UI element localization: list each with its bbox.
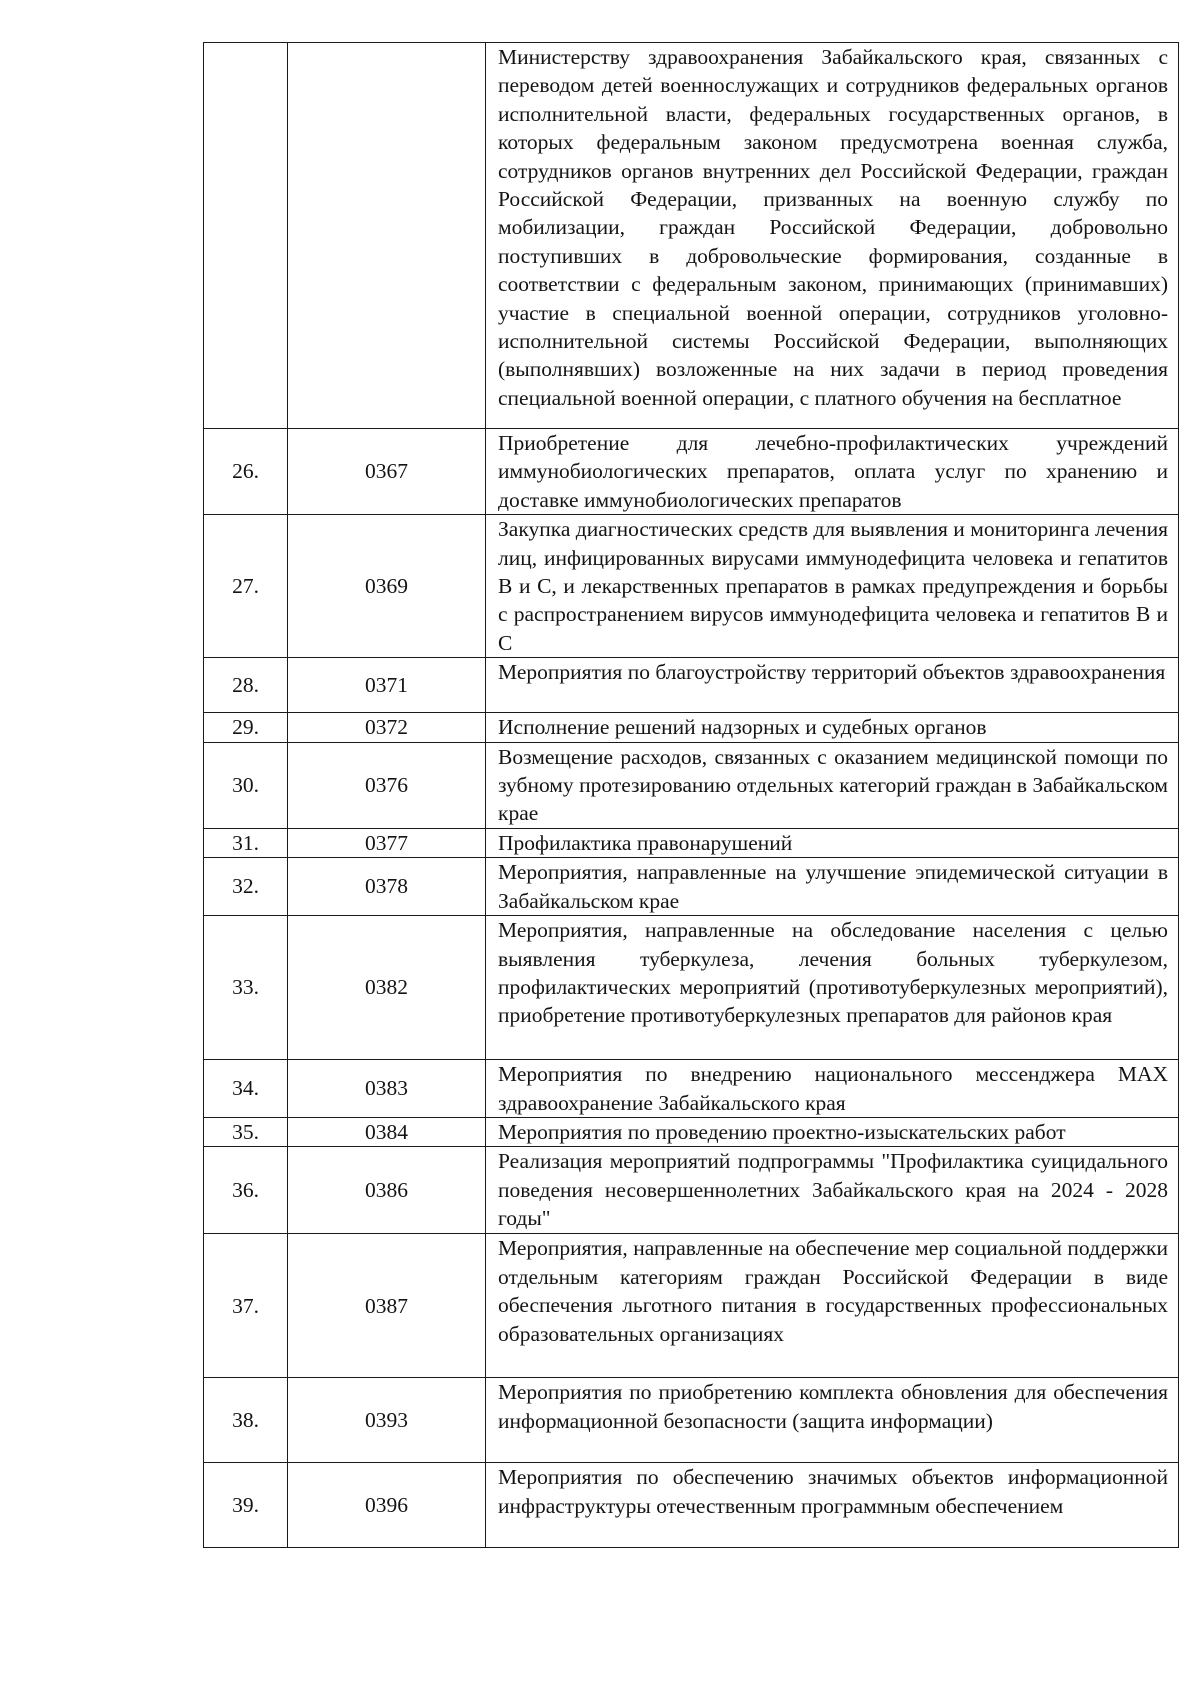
row-code: 0376 xyxy=(288,742,486,828)
table-row xyxy=(204,742,1179,828)
row-number: 27. xyxy=(204,515,288,658)
row-description xyxy=(486,658,1179,713)
row-description-text: Реализация мероприятий подпрограммы "Профилактика суицидального поведения несовершеннолетних Забайкальского края на 2024 - 2028 годы" xyxy=(498,1149,1168,1231)
table-row xyxy=(204,515,1179,658)
row-description xyxy=(486,1234,1179,1378)
table-row xyxy=(204,1117,1179,1146)
row-description xyxy=(486,858,1179,916)
row-number: 35. xyxy=(204,1117,288,1146)
row-description xyxy=(486,828,1179,857)
row-description xyxy=(486,1060,1179,1118)
row-description-text: Приобретение для лечебно-профилактических учреждений иммунобиологических препаратов, оплата услуг по хранению и доставке иммунобиологических препаратов xyxy=(498,431,1168,512)
table-row xyxy=(204,43,1179,429)
row-description-text: Исполнение решений надзорных и судебных органов xyxy=(498,715,987,740)
table-row xyxy=(204,828,1179,857)
row-number: 26. xyxy=(204,429,288,515)
table-row xyxy=(204,1060,1179,1118)
row-number: 38. xyxy=(204,1378,288,1463)
row-number: 34. xyxy=(204,1060,288,1118)
row-number: 33. xyxy=(204,916,288,1060)
row-description xyxy=(486,1147,1179,1234)
table-row xyxy=(204,858,1179,916)
row-number: 29. xyxy=(204,713,288,742)
row-description-text: Мероприятия по благоустройству территорий объектов здравоохранения xyxy=(498,660,1166,685)
row-description-text: Возмещение расходов, связанных с оказанием медицинской помощи по зубному протезированию отдельных категорий граждан в Забайкальском крае xyxy=(498,744,1168,826)
table-row xyxy=(204,713,1179,742)
row-description-text: Мероприятия, направленные на улучшение эпидемической ситуации в Забайкальском крае xyxy=(498,860,1168,913)
row-description xyxy=(486,713,1179,742)
table-body xyxy=(204,43,1179,1548)
row-code: 0369 xyxy=(288,515,486,658)
row-code: 0383 xyxy=(288,1060,486,1118)
row-description-text: Министерству здравоохранения Забайкальского края, связанных с переводом детей военнослужащих и сотрудников федеральных органов исполнительной власти, федеральных государственных органов, в которых федеральным законом предусмотрена военная служба, сотрудников органов внутренних дел Российской Федерации, граждан Российской Федерации, призванных на военную службу по мобилизации, граждан Российской Федерации, добровольно поступивших в добровольческие формирования, созданные в соответствии с федеральным законом, принимающих (принимавших) участие в специальной военной операции, сотрудников уголовно-исполнительной системы Российской Федерации, выполняющих (выполнявших) возложенные на них задачи в период проведения специальной военной операции, с платного обучения на бесплатное xyxy=(498,45,1168,410)
row-number xyxy=(204,43,288,429)
row-code: 0387 xyxy=(288,1234,486,1378)
row-description-text: Мероприятия по проведению проектно-изыскательских работ xyxy=(498,1119,1066,1144)
row-description xyxy=(486,515,1179,658)
table-row xyxy=(204,1147,1179,1234)
table-row xyxy=(204,429,1179,515)
row-description-text: Мероприятия, направленные на обеспечение мер социальной поддержки отдельным категориям граждан Российской Федерации в виде обеспечения льготного питания в государственных профессиональных образовательных организациях xyxy=(498,1236,1168,1346)
row-code: 0384 xyxy=(288,1117,486,1146)
table-row xyxy=(204,1234,1179,1378)
row-code: 0371 xyxy=(288,658,486,713)
row-description xyxy=(486,1117,1179,1146)
row-code: 0396 xyxy=(288,1463,486,1548)
table-row xyxy=(204,658,1179,713)
row-number: 30. xyxy=(204,742,288,828)
row-description-text: Мероприятия по приобретению комплекта обновления для обеспечения информационной безопасности (защита информации) xyxy=(498,1380,1168,1433)
row-code: 0372 xyxy=(288,713,486,742)
row-description xyxy=(486,43,1179,429)
expense-codes-table xyxy=(203,42,1179,1548)
row-number: 31. xyxy=(204,828,288,857)
table-row xyxy=(204,916,1179,1060)
row-code: 0393 xyxy=(288,1378,486,1463)
row-description xyxy=(486,1463,1179,1548)
row-code: 0367 xyxy=(288,429,486,515)
row-number: 37. xyxy=(204,1234,288,1378)
row-code: 0386 xyxy=(288,1147,486,1234)
row-description-text: Закупка диагностических средств для выявления и мониторинга лечения лиц, инфицированных вирусами иммунодефицита человека и гепатитов В и С, и лекарственных препаратов в рамках предупреждения и борьбы с распространением вирусов иммунодефицита человека и гепатитов В и С xyxy=(498,517,1168,655)
row-number: 36. xyxy=(204,1147,288,1234)
row-description xyxy=(486,742,1179,828)
row-description xyxy=(486,916,1179,1060)
row-description-text: Мероприятия по внедрению национального мессенджера MAX здравоохранение Забайкальского края xyxy=(498,1062,1168,1115)
row-code xyxy=(288,43,486,429)
row-code: 0378 xyxy=(288,858,486,916)
row-description-text: Мероприятия, направленные на обследование населения с целью выявления туберкулеза, лечения больных туберкулезом, профилактических мероприятий (противотуберкулезных мероприятий), приобретение противотуберкулезных препаратов для районов края xyxy=(498,918,1168,1028)
table-row xyxy=(204,1378,1179,1463)
row-code: 0377 xyxy=(288,828,486,857)
row-number: 28. xyxy=(204,658,288,713)
row-code: 0382 xyxy=(288,916,486,1060)
row-description-text: Мероприятия по обеспечению значимых объектов информационной инфраструктуры отечественным программным обеспечением xyxy=(498,1465,1168,1518)
row-description xyxy=(486,1378,1179,1463)
row-number: 32. xyxy=(204,858,288,916)
row-description-text: Профилактика правонарушений xyxy=(498,830,793,855)
row-number: 39. xyxy=(204,1463,288,1548)
row-description xyxy=(486,429,1179,515)
table-row xyxy=(204,1463,1179,1548)
